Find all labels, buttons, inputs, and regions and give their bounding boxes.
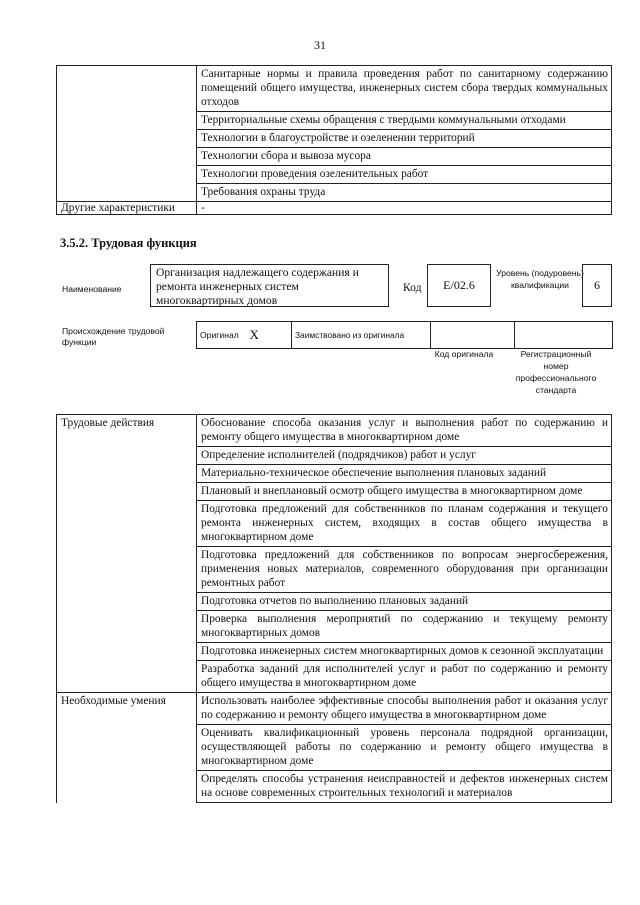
empty-left-cell [57,611,197,643]
labor-action-item: Материально-техническое обеспечение выполнения плановых заданий [197,465,612,483]
labor-action-item: Проверка выполнения мероприятий по содержанию и текущему ремонту многоквартирных домов [197,611,612,643]
section-heading: 3.5.2. Трудовая функция [60,236,197,250]
empty-left-cell [57,184,197,202]
origin-table [196,321,613,349]
empty-left-cell [57,771,197,803]
labor-actions-label: Трудовые действия [57,415,197,447]
empty-left-cell [57,643,197,661]
knowledge-item: Территориальные схемы обращения с твердыми коммунальными отходами [197,112,612,130]
skill-item: Определять способы устранения неисправностей и дефектов инженерных систем на основе современных строительных технологий и материалов [197,771,612,803]
labor-action-item: Определение исполнителей (подрядчиков) работ и услуг [197,447,612,465]
labor-action-item: Подготовка предложений для собственников по вопросам энергосбережения, применения новых материалов, современного оборудования при организации ремонтных работ [197,547,612,593]
empty-left-cell [57,148,197,166]
code-label: Код [403,281,422,294]
origin-label: Происхождение трудовой функции [62,326,165,347]
registration-number-caption: Регистрационный номер профессионального стандарта [515,349,597,395]
qualification-level-label: Уровень (подуровень) квалификации [496,268,584,290]
knowledge-item: Технологии в благоустройстве и озеленении территорий [197,130,612,148]
function-code-box: E/02.6 [427,264,491,307]
labor-action-item: Подготовка инженерных систем многоквартирных домов к сезонной эксплуатации [197,643,612,661]
name-label: Наименование [62,284,122,294]
knowledge-item: Требования охраны труда [197,184,612,202]
other-characteristics-value: - [197,202,612,215]
labor-function-table [56,414,612,803]
empty-left-cell [57,661,197,693]
original-label: Оригинал [197,322,247,349]
function-name-box: Организация надлежащего содержания и ремонта инженерных систем многоквартирных домов [150,264,389,307]
labor-action-item: Подготовка предложений для собственников по планам содержания и текущего ремонта инженерных систем, входящих в состав общего имущества в многоквартирном доме [197,501,612,547]
knowledge-continuation-table [56,65,612,215]
other-characteristics-label: Другие характеристики [57,202,197,215]
knowledge-item: Технологии проведения озеленительных работ [197,166,612,184]
empty-left-cell [57,112,197,130]
empty-left-cell [57,547,197,593]
original-mark: X [247,322,292,349]
skills-label: Необходимые умения [57,693,197,725]
empty-left-cell [57,593,197,611]
labor-action-item: Подготовка отчетов по выполнению плановых заданий [197,593,612,611]
empty-left-cell [57,501,197,547]
empty-left-cell [57,447,197,465]
borrowed-label: Заимствовано из оригинала [292,322,431,349]
page-number: 31 [314,38,326,52]
labor-action-item: Плановый и внеплановый осмотр общего имущества в многоквартирном доме [197,483,612,501]
skill-item: Использовать наиболее эффективные способы выполнения работ и оказания услуг по содержанию и ремонту общего имущества в многоквартирном доме [197,693,612,725]
original-code-cell [431,322,515,349]
empty-left-cell [57,130,197,148]
knowledge-item: Технологии сбора и вывоза мусора [197,148,612,166]
qualification-level-box: 6 [582,264,612,307]
knowledge-item: Санитарные нормы и правила проведения работ по санитарному содержанию помещений общего имущества, инженерных систем сбора твердых коммунальных отходов [197,66,612,112]
skill-item: Оценивать квалификационный уровень персонала подрядной организации, осуществляющей работы по содержанию и ремонту общего имущества в многоквартирном доме [197,725,612,771]
original-code-caption: Код оригинала [434,349,494,359]
empty-left-cell [57,483,197,501]
empty-left-cell [57,465,197,483]
labor-action-item: Разработка заданий для исполнителей услуг и работ по содержанию и ремонту общего имущества в многоквартирном доме [197,661,612,693]
registration-number-cell [515,322,613,349]
labor-action-item: Обоснование способа оказания услуг и выполнения работ по содержанию и ремонту общего имущества в многоквартирном доме [197,415,612,447]
empty-left-cell [57,725,197,771]
empty-left-cell [57,166,197,184]
empty-left-cell [57,66,197,112]
